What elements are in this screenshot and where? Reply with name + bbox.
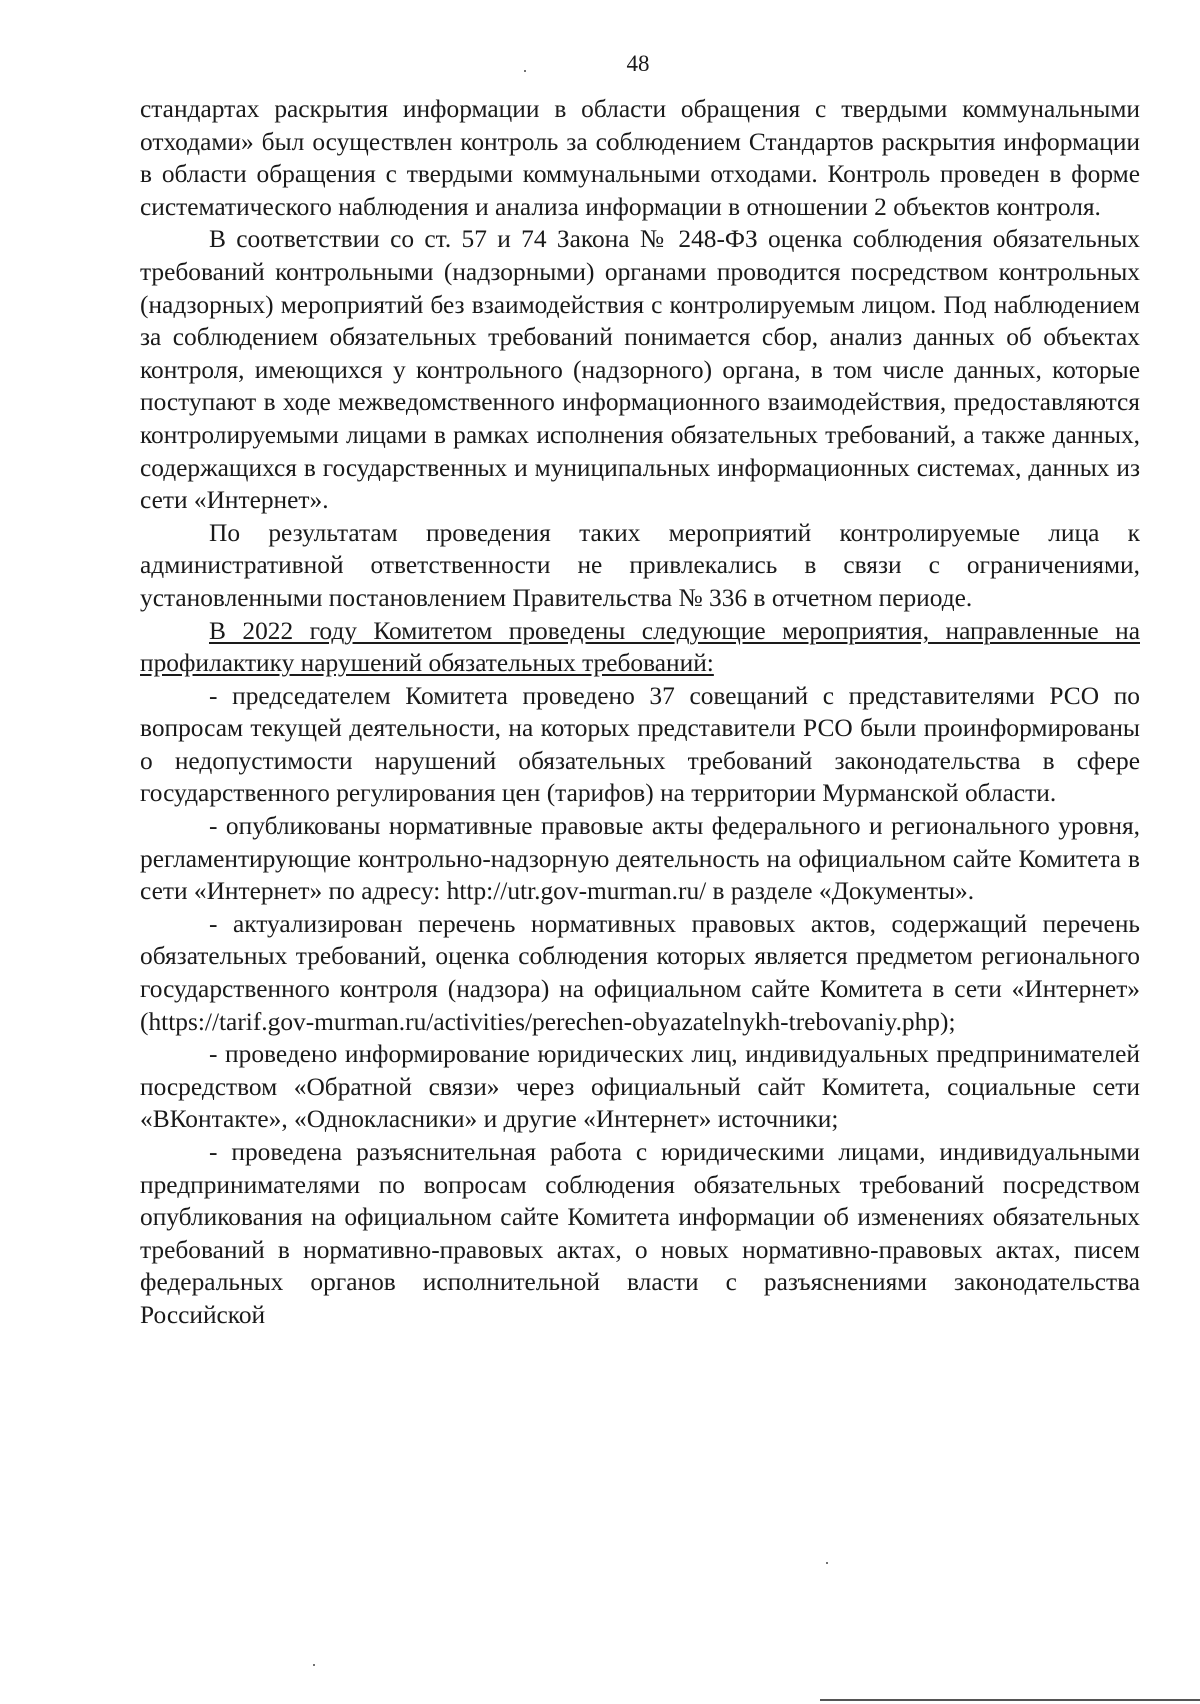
list-item-published-acts: - опубликованы нормативные правовые акты федерального и регионального уровня, регламентирующие контрольно-надзорную деятельность на официальном сайте Комитета в сети «Интернет» по адресу: http://utr.gov-murman.ru/ в разделе «Документы». — [140, 812, 1140, 906]
list-item-updated-list: - актуализирован перечень нормативных правовых актов, содержащий перечень обязательных требований, оценка соблюдения которых является предметом регионального государственного контроля (надзора) на официальном сайте Комитета в сети «Интернет» (https://tarif.gov-murman.ru/activities/perechen-obyazatelnykh-trebovaniy.php); — [140, 909, 1140, 1036]
page-number: 48 — [626, 51, 650, 76]
scan-speck — [313, 1664, 315, 1666]
paragraph-continuation: стандартах раскрытия информации в области обращения с твердыми коммунальными отходами» был осуществлен контроль за соблюдением Стандартов раскрытия информации в области обращения с твердыми коммунальными отходами. Контроль проведен в форме систематического наблюдения и анализа информации в отношении 2 объектов контроля. — [140, 95, 1140, 221]
scan-edge-line — [820, 1699, 1200, 1701]
paragraph-results: По результатам проведения таких мероприятий контролируемые лица к административной ответственности не привлекались в связи с ограничениями, установленными постановлением Правительства № 336 в отчетном периоде. — [140, 518, 1140, 612]
scan-speck — [826, 1562, 828, 1564]
list-item-explanatory-work: - проведена разъяснительная работа с юридическими лицами, индивидуальными предпринимателями по вопросам соблюдения обязательных требований посредством опубликования на официальном сайте Комитета информации об изменениях обязательных требований в нормативно-правовых актах, о новых нормативно-правовых актах, писем федеральных органов исполнительной власти с разъяснениями законодательства Российской — [140, 1138, 1140, 1329]
list-item-meetings: - председателем Комитета проведено 37 совещаний с представителями РСО по вопросам текущей деятельности, на которых представители РСО были проинформированы о недопустимости нарушений обязательных требований законодательства в сфере государственного регулирования цен (тарифов) на территории Мурманской области. — [140, 681, 1140, 808]
paragraph-law-248: В соответствии со ст. 57 и 74 Закона № 248-ФЗ оценка соблюдения обязательных требований контрольными (надзорными) органами проводится посредством контрольных (надзорных) мероприятий без взаимодействия с контролируемым лицом. Под наблюдением за соблюдением обязательных требований понимается сбор, анализ данных об объектах контроля, имеющихся у контрольного (надзорного) органа, в том числе данных, которые поступают в ходе межведомственного информационного взаимодействия, предоставляются контролируемыми лицами в рамках исполнения обязательных требований, а также данных, содержащихся в государственных и муниципальных информационных системах, данных из сети «Интернет». — [140, 225, 1140, 515]
paragraph-prevention-heading: В 2022 году Комитетом проведены следующие мероприятия, направленные на профилактику нарушений обязательных требований: — [140, 616, 1140, 678]
list-item-informing: - проведено информирование юридических лиц, индивидуальных предпринимателей посредством «Обратной связи» через официальный сайт Комитета, социальные сети «ВКонтакте», «Однокласники» и другие «Интернет» источники; — [140, 1040, 1140, 1134]
document-body — [140, 93, 1140, 1332]
scan-speck — [524, 70, 526, 72]
